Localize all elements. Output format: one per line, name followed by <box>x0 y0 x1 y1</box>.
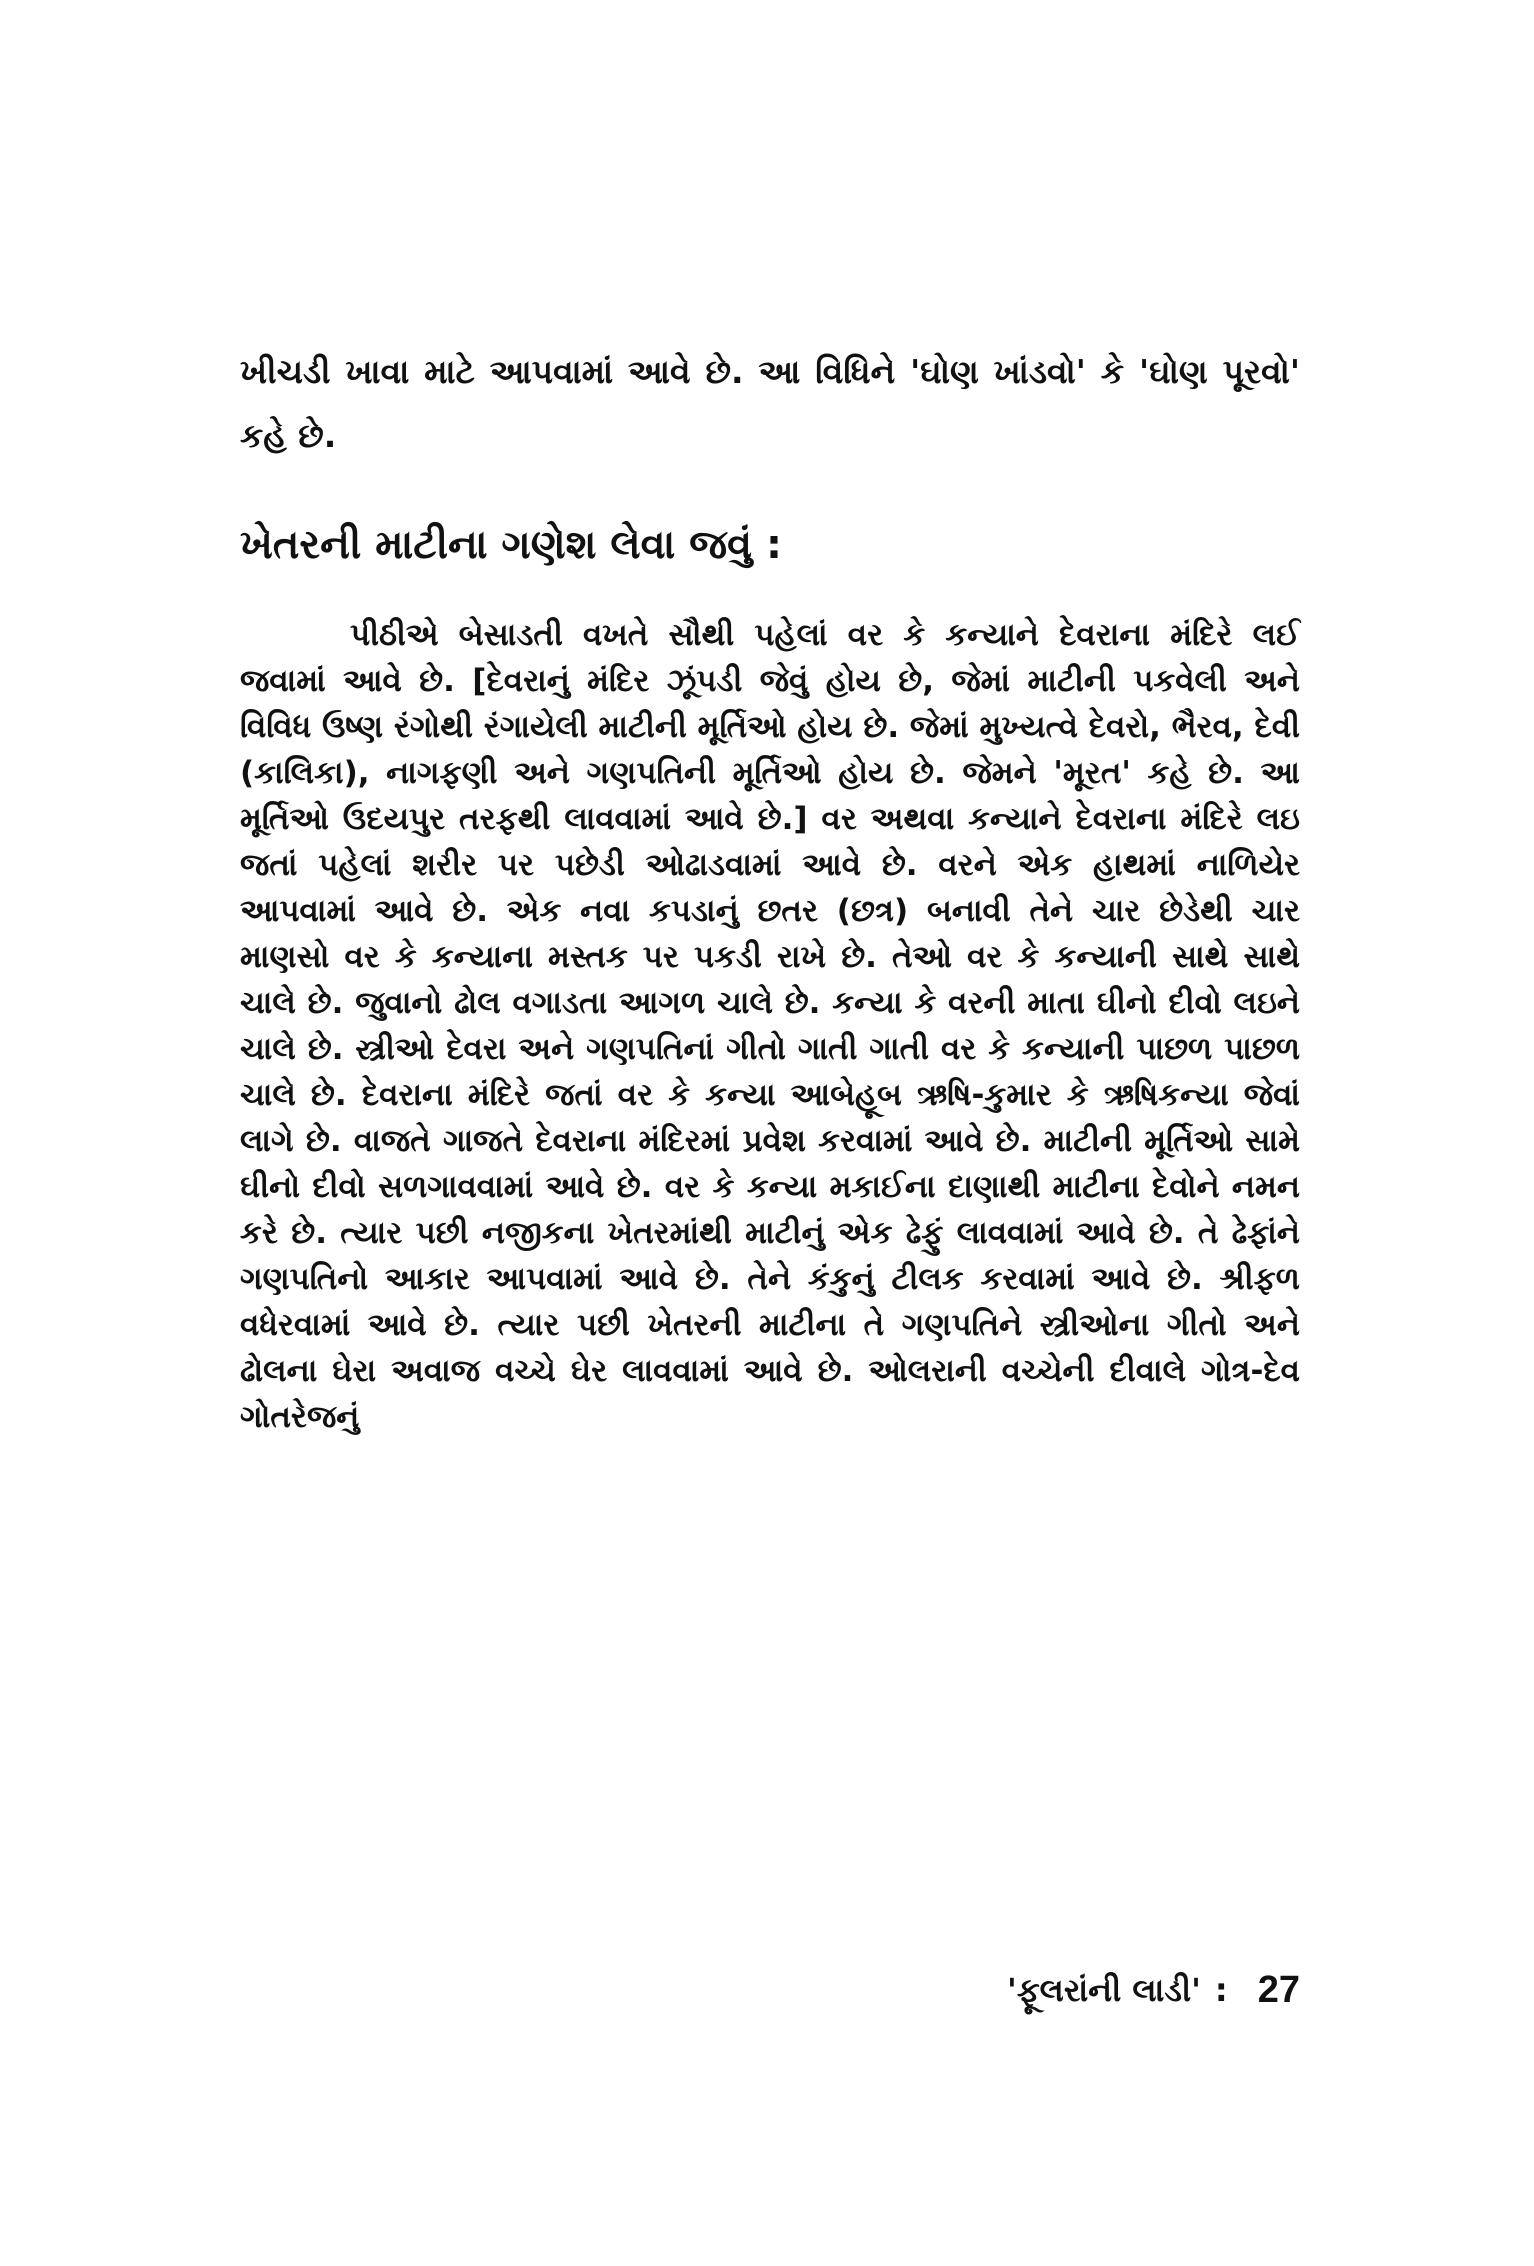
section-body <box>240 612 1300 1440</box>
page-footer <box>900 1960 1300 2020</box>
footer-separator: : <box>1214 1971 1228 2009</box>
running-title: 'ફૂલરાંની લાડી' <box>1007 1970 1201 2009</box>
body-paragraph: પીઠીએ બેસાડતી વખતે સૌથી પહેલાં વર કે કન્યાને દેવરાના મંદિરે લઈ જવામાં આવે છે. [દેવરાનું મંદિર ઝૂંપડી જેવું હોય છે, જેમાં માટીની પકવેલી અને વિવિધ ઉષ્ણ રંગોથી રંગાયેલી માટીની મૂર્તિઓ હોય છે. જેમાં મુખ્યત્વે દેવરો, ભૈરવ, દેવી (કાલિકા), નાગફણી અને ગણપતિની મૂર્તિઓ હોય છે. જેમને 'મૂરત' કહે છે. આ મૂર્તિઓ ઉદયપુર તરફથી લાવવામાં આવે છે.] વર અથવા કન્યાને દેવરાના મંદિરે લઇ જતાં પહેલાં શરીર પર પછેડી ઓઢાડવામાં આવે છે. વરને એક હાથમાં નાળિયેર આપવામાં આવે છે. એક નવા કપડાનું છતર (છત્ર) બનાવી તેને ચાર છેડેથી ચાર માણસો વર કે કન્યાના મસ્તક પર પકડી રાખે છે. તેઓ વર કે કન્યાની સાથે સાથે ચાલે છે. જુવાનો ઢોલ વગાડતા આગળ ચાલે છે. કન્યા કે વરની માતા ઘીનો દીવો લઇને ચાલે છે. સ્ત્રીઓ દેવરા અને ગણપતિનાં ગીતો ગાતી ગાતી વર કે કન્યાની પાછળ પાછળ ચાલે છે. દેવરાના મંદિરે જતાં વર કે કન્યા આબેહૂબ ઋષિ-કુમાર કે ઋષિકન્યા જેવાં લાગે છે. વાજતે ગાજતે દેવરાના મંદિરમાં પ્રવેશ કરવામાં આવે છે. માટીની મૂર્તિઓ સામે ઘીનો દીવો સળગાવવામાં આવે છે. વર કે કન્યા મકાઈના દાણાથી માટીના દેવોને નમન કરે છે. ત્યાર પછી નજીકના ખેતરમાંથી માટીનું એક ઢેફું લાવવામાં આવે છે. તે ઢેફાંને ગણપતિનો આકાર આપવામાં આવે છે. તેને કંકુનું ટીલક કરવામાં આવે છે. શ્રીફળ વધેરવામાં આવે છે. ત્યાર પછી ખેતરની માટીના તે ગણપતિને સ્ત્રીઓના ગીતો અને ઢોલના ઘેરા અવાજ વચ્ચે ઘેર લાવવામાં આવે છે. ઓલરાની વચ્ચેની દીવાલે ગોત્ર-દેવ ગોતરેજનું <box>240 617 1300 1435</box>
page-number: 27 <box>1257 1968 1300 2011</box>
intro-paragraph-block <box>240 340 1300 468</box>
section-heading: ખેતરની માટીના ગણેશ લેવા જવું : <box>240 522 782 568</box>
intro-paragraph: ખીચડી ખાવા માટે આપવામાં આવે છે. આ વિધિને 'ઘોણ ખાંડવો' કે 'ઘોણ પૂરવો' કહે છે. <box>240 352 1300 455</box>
